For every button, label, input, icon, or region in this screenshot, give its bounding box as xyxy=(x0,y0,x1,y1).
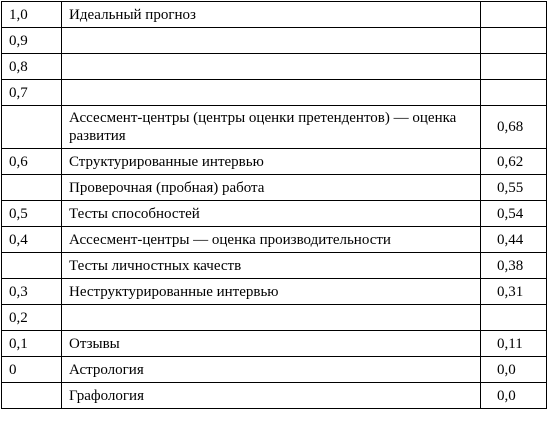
value-cell: 0,55 xyxy=(481,175,547,201)
value-cell xyxy=(481,80,547,106)
value-cell: 0,0 xyxy=(481,357,547,383)
table-row xyxy=(2,54,547,80)
value-cell: 0,54 xyxy=(481,201,547,227)
table-row xyxy=(2,279,547,305)
scale-cell xyxy=(2,106,62,149)
table-row xyxy=(2,227,547,253)
method-cell: Ассесмент-центры — оценка производительности xyxy=(62,227,481,253)
method-cell: Отзывы xyxy=(62,331,481,357)
scale-cell xyxy=(2,253,62,279)
method-cell: Неструктурированные интервью xyxy=(62,279,481,305)
method-cell: Тесты способностей xyxy=(62,201,481,227)
table-row xyxy=(2,28,547,54)
table-row xyxy=(2,331,547,357)
value-cell: 0,68 xyxy=(481,106,547,149)
method-cell: Астрология xyxy=(62,357,481,383)
method-cell xyxy=(62,54,481,80)
method-cell: Идеальный прогноз xyxy=(62,2,481,28)
scale-cell xyxy=(2,175,62,201)
table-row xyxy=(2,80,547,106)
scale-cell: 1,0 xyxy=(2,2,62,28)
value-cell: 0,31 xyxy=(481,279,547,305)
method-cell xyxy=(62,28,481,54)
value-cell: 0,62 xyxy=(481,149,547,175)
validity-table xyxy=(1,1,547,409)
scale-cell: 0,3 xyxy=(2,279,62,305)
method-cell xyxy=(62,305,481,331)
method-cell: Графология xyxy=(62,383,481,409)
scale-cell: 0,4 xyxy=(2,227,62,253)
table-row xyxy=(2,253,547,279)
method-cell: Ассесмент-центры (центры оценки претендентов) — оценка развития xyxy=(62,106,481,149)
value-cell xyxy=(481,2,547,28)
method-cell: Тесты личностных качеств xyxy=(62,253,481,279)
table-row xyxy=(2,106,547,149)
table-row xyxy=(2,305,547,331)
value-cell xyxy=(481,54,547,80)
scale-cell: 0,6 xyxy=(2,149,62,175)
scale-cell: 0,9 xyxy=(2,28,62,54)
method-cell: Структурированные интервью xyxy=(62,149,481,175)
method-cell: Проверочная (пробная) работа xyxy=(62,175,481,201)
value-cell xyxy=(481,305,547,331)
table-row xyxy=(2,149,547,175)
value-cell: 0,38 xyxy=(481,253,547,279)
scale-cell: 0,1 xyxy=(2,331,62,357)
scale-cell xyxy=(2,383,62,409)
table-row xyxy=(2,201,547,227)
value-cell: 0,0 xyxy=(481,383,547,409)
scale-cell: 0,7 xyxy=(2,80,62,106)
value-cell: 0,44 xyxy=(481,227,547,253)
method-cell xyxy=(62,80,481,106)
scale-cell: 0 xyxy=(2,357,62,383)
value-cell: 0,11 xyxy=(481,331,547,357)
table-row xyxy=(2,357,547,383)
value-cell xyxy=(481,28,547,54)
scale-cell: 0,8 xyxy=(2,54,62,80)
scale-cell: 0,2 xyxy=(2,305,62,331)
scale-cell: 0,5 xyxy=(2,201,62,227)
table-row xyxy=(2,383,547,409)
table-row xyxy=(2,2,547,28)
table-row xyxy=(2,175,547,201)
